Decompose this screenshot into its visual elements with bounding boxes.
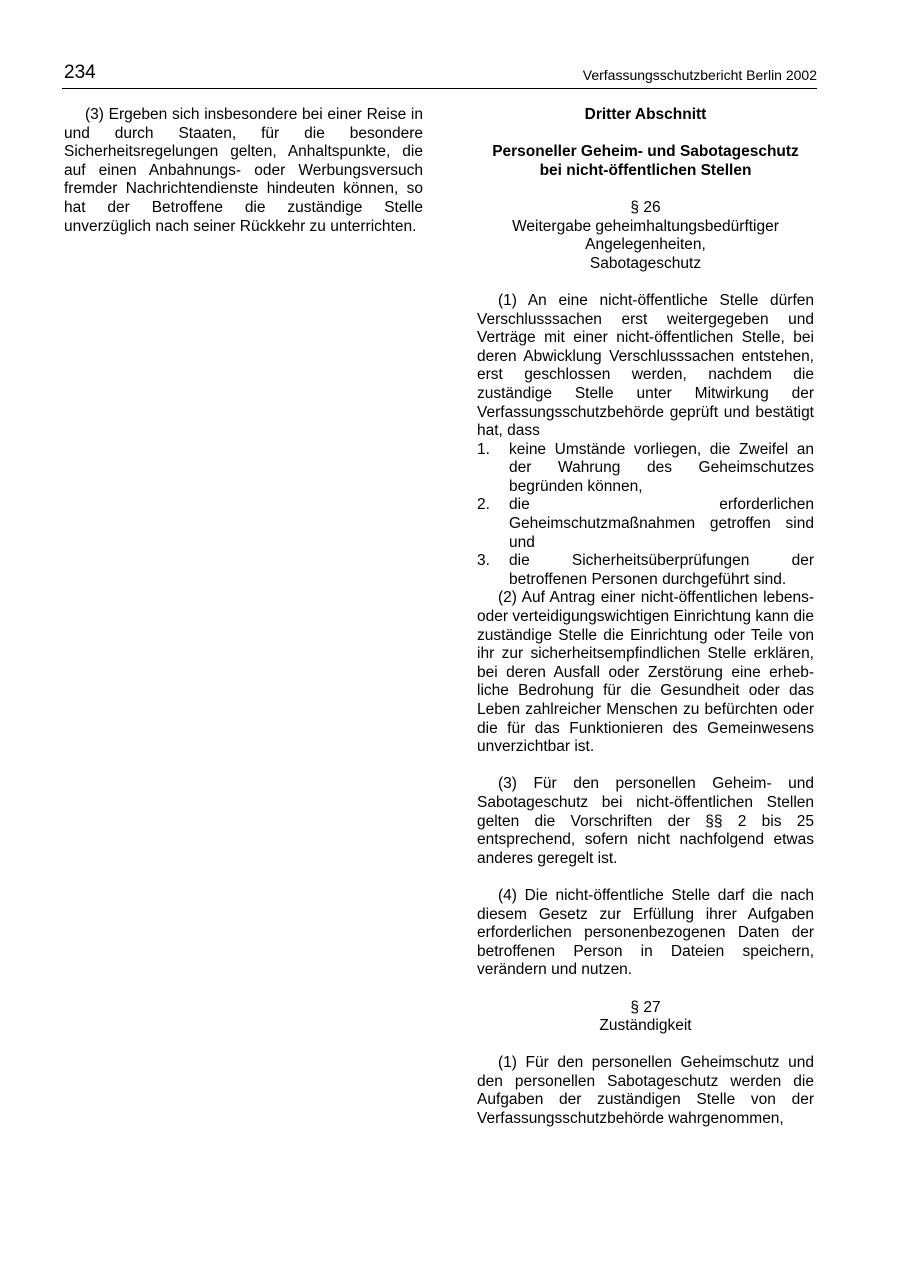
- list-item-number: 3.: [477, 552, 490, 570]
- running-title: Verfassungsschutzbericht Berlin 2002: [582, 67, 817, 83]
- paragraph-26-number: § 26: [630, 198, 661, 216]
- page-header: [62, 62, 817, 89]
- page-number: 234: [64, 62, 96, 83]
- paragraph-3-travel: (3) Ergeben sich insbesondere bei einer Reise in und durch Staaten, für die besondere Sicherheitsregelungen gelten, Anhaltspunkte, die auf einen Anbahnungs- oder Werbungsversuch fremder Nachrichtendienste hindeuten können, so hat der Betroffene die zuständige Stelle unverzüglich nach seiner Rückkehr zu unterrichten.: [64, 106, 423, 235]
- list-item-text: die erforderlichen Geheimschutzmaßnahmen getroffen sind und: [509, 496, 814, 551]
- list-item-text: keine Umstände vorliegen, die Zweifel an der Wahrung des Geheimschutzes begründen können,: [509, 440, 814, 495]
- paragraph-27-number: § 27: [630, 998, 661, 1016]
- section-title-line1: Personeller Geheim- und Sabotageschutz: [492, 143, 799, 161]
- list-item: [477, 552, 814, 589]
- paragraph-26-title-line2: Angelegenheiten,: [585, 236, 706, 254]
- section-title-line2: bei nicht-öffentlichen Stellen: [539, 161, 752, 179]
- list-item: [477, 441, 814, 497]
- right-column: [477, 106, 814, 1129]
- paragraph-26-title-line3: Sabotageschutz: [589, 254, 702, 272]
- paragraph-26-subsection-1: (1) An eine nicht-öffentliche Stelle dürfen Verschlusssachen erst weitergegeben und Verträge mit einer nicht-öffentlichen Stelle, bei deren Abwicklung Verschlusssachen entstehen, erst geschlossen werden, nachdem die zuständige Stelle unter Mitwirkung der Verfassungsschutzbehörde geprüft und bestätigt hat, dass: [477, 291, 814, 440]
- paragraph-26-title-line1: Weitergabe geheimhaltungsbedürftiger: [512, 217, 779, 235]
- paragraph-26-subsection-2: (2) Auf Antrag einer nicht-öffentlichen lebens- oder verteidigungswichtigen Einrichtung kann die zuständige Stelle die Einrichtung oder Teile von ihr zur sicherheitsempfindlichen Stelle erklären, bei deren Ausfall oder Zerstörung eine erhebliche Bedrohung für die Gesundheit oder das Leben zahlreicher Menschen zu befürchten oder die für das Funktionieren des Gemeinwesens unverzichtbar ist.: [477, 589, 814, 756]
- section-heading: Dritter Abschnitt: [584, 106, 707, 123]
- paragraph-27-subsection-1: (1) Für den personellen Geheimschutz und den personellen Sabotageschutz werden die Aufgaben der zuständigen Stelle von der Verfassungsschutzbehörde wahrgenommen,: [477, 1054, 814, 1128]
- list-item-number: 1.: [477, 440, 490, 458]
- paragraph-26-subsection-3: (3) Für den personellen Geheim- und Sabotageschutz bei nicht-öffentlichen Stellen gelten die Vorschriften der §§ 2 bis 25 entsprechend, sofern nicht nachfolgend etwas anderes geregelt ist.: [477, 775, 814, 867]
- conditions-list: [477, 441, 814, 590]
- list-item-number: 2.: [477, 496, 490, 514]
- list-item-text: die Sicherheitsüberprüfungen der betroffenen Personen durchgeführt sind.: [509, 552, 814, 588]
- paragraph-27-title: Zuständigkeit: [599, 1017, 692, 1035]
- list-item: [477, 496, 814, 552]
- left-column: [64, 106, 423, 236]
- paragraph-26-subsection-4: (4) Die nicht-öffentliche Stelle darf die nach diesem Gesetz zur Erfüllung ihrer Aufgaben erforderlichen personenbezogenen Daten der betroffenen Person in Dateien speichern, verändern und nutzen.: [477, 886, 814, 979]
